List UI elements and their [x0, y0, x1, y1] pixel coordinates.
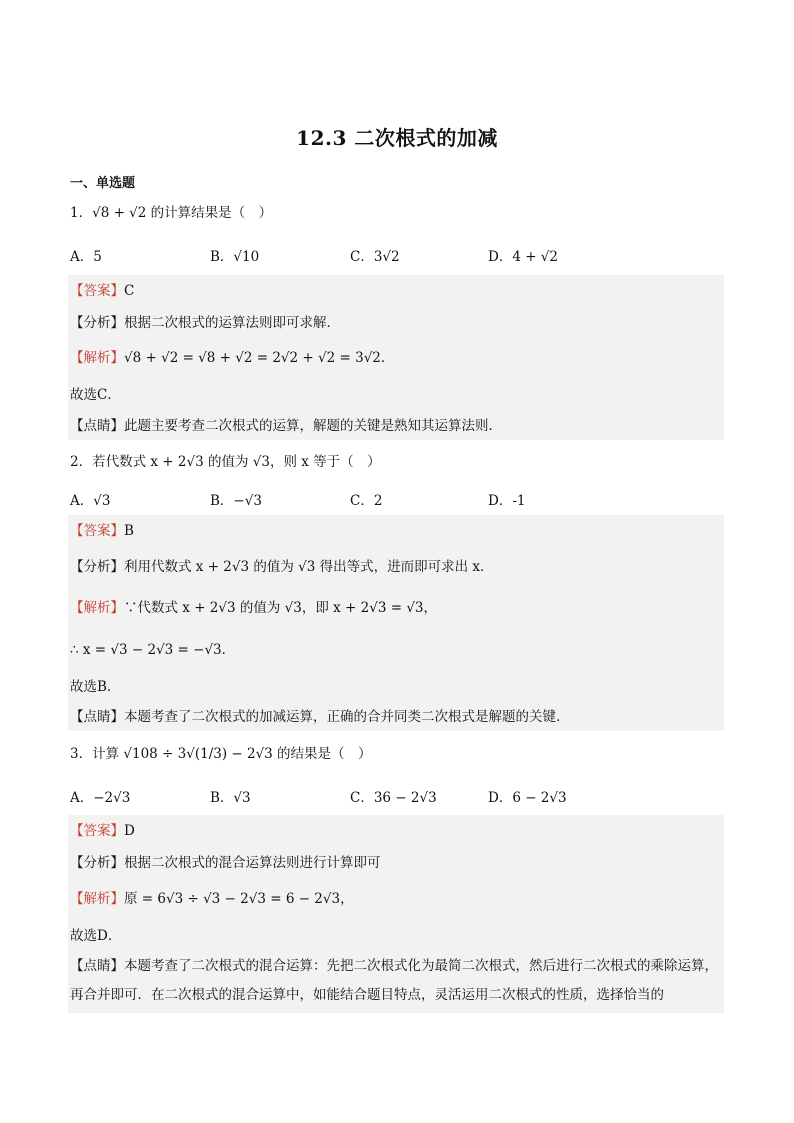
- solution-tag: 【解析】: [70, 600, 124, 616]
- q2-solution-line2: ∴ x = √3 − 2√3 = −√3．: [70, 642, 236, 658]
- analysis-text: 根据二次根式的混合运算法则进行计算即可: [124, 855, 381, 871]
- comment-tag: 【点睛】: [70, 958, 124, 974]
- q1-solution: [70, 348, 394, 368]
- option-a: A．5: [70, 249, 102, 265]
- analysis-text: 利用代数式 x + 2√3 的值为 √3 得出等式，进而即可求出 x．: [124, 559, 494, 575]
- option-d: D．6 − 2√3: [488, 790, 567, 806]
- question-3-options: [70, 786, 710, 806]
- option-a: A．−2√3: [70, 790, 131, 806]
- option-c: C．3√2: [350, 249, 400, 265]
- comment-text: 本题考查了二次根式的加减运算，正确的合并同类二次根式是解题的关键．: [124, 709, 570, 725]
- question-2-stem: 2．若代数式 x + 2√3 的值为 √3，则 x 等于（ ）: [70, 454, 381, 470]
- solution-text: ∵代数式 x + 2√3 的值为 √3，即 x + 2√3 = √3，: [124, 600, 438, 616]
- option-d: D．4 + √2: [488, 249, 558, 265]
- question-1-stem: 1．√8 + √2 的计算结果是（ ）: [70, 205, 273, 221]
- q1-choose: 故选C．: [70, 387, 121, 403]
- solution-text: √8 + √2 = √8 + √2 = 2√2 + √2 = 3√2．: [124, 350, 395, 366]
- solution-tag: 【解析】: [70, 891, 124, 907]
- analysis-tag: 【分析】: [70, 315, 124, 331]
- q2-analysis: [70, 557, 494, 577]
- solution-text: 原 = 6√3 ÷ √3 − 2√3 = 6 − 2√3，: [124, 891, 354, 907]
- question-1-options: [70, 245, 710, 265]
- option-b: B．√10: [210, 249, 260, 265]
- solution-tag: 【解析】: [70, 350, 124, 366]
- comment-tag: 【点睛】: [70, 709, 124, 725]
- answer-tag: 【答案】: [70, 823, 124, 839]
- q2-answer: [70, 521, 134, 541]
- option-c: C．2: [350, 493, 383, 509]
- answer-tag: 【答案】: [70, 523, 124, 539]
- q1-answer: [70, 281, 134, 301]
- q3-choose: 故选D．: [70, 928, 122, 944]
- q3-comment: [70, 952, 720, 1010]
- analysis-tag: 【分析】: [70, 855, 124, 871]
- q2-choose: 故选B．: [70, 679, 121, 695]
- q1-analysis: [70, 313, 340, 333]
- comment-text: 此题主要考查二次根式的运算，解题的关键是熟知其运算法则．: [124, 418, 502, 434]
- question-3-stem: 3．计算 √108 ÷ 3√(1/3) − 2√3 的结果是（ ）: [70, 746, 372, 762]
- answer-tag: 【答案】: [70, 283, 124, 299]
- answer-value: C: [124, 283, 135, 299]
- comment-tag: 【点睛】: [70, 418, 124, 434]
- analysis-tag: 【分析】: [70, 559, 124, 575]
- question-2-options: [70, 489, 710, 509]
- option-b: B．√3: [210, 790, 251, 806]
- answer-value: B: [124, 523, 134, 539]
- q2-comment: [70, 707, 570, 727]
- q1-comment: [70, 416, 502, 436]
- question-2-solution-box: [68, 515, 724, 731]
- comment-text: 本题考查了二次根式的混合运算：先把二次根式化为最简二次根式，然后进行二次根式的乘除运算，再合并即可．在二次根式的混合运算中，如能结合题目特点，灵活运用二次根式的性质，选择恰当的: [70, 958, 718, 1003]
- q3-solution: [70, 889, 354, 909]
- analysis-text: 根据二次根式的运算法则即可求解．: [124, 315, 340, 331]
- q3-analysis: [70, 853, 381, 873]
- page-title: 12.3 二次根式的加减: [296, 126, 498, 150]
- option-a: A．√3: [70, 493, 111, 509]
- answer-value: D: [124, 823, 135, 839]
- section-heading: 一、单选题: [70, 176, 136, 191]
- option-c: C．36 − 2√3: [350, 790, 437, 806]
- option-b: B．−√3: [210, 493, 262, 509]
- q3-answer: [70, 821, 135, 841]
- q2-solution: [70, 598, 437, 618]
- option-d: D．-1: [488, 493, 526, 509]
